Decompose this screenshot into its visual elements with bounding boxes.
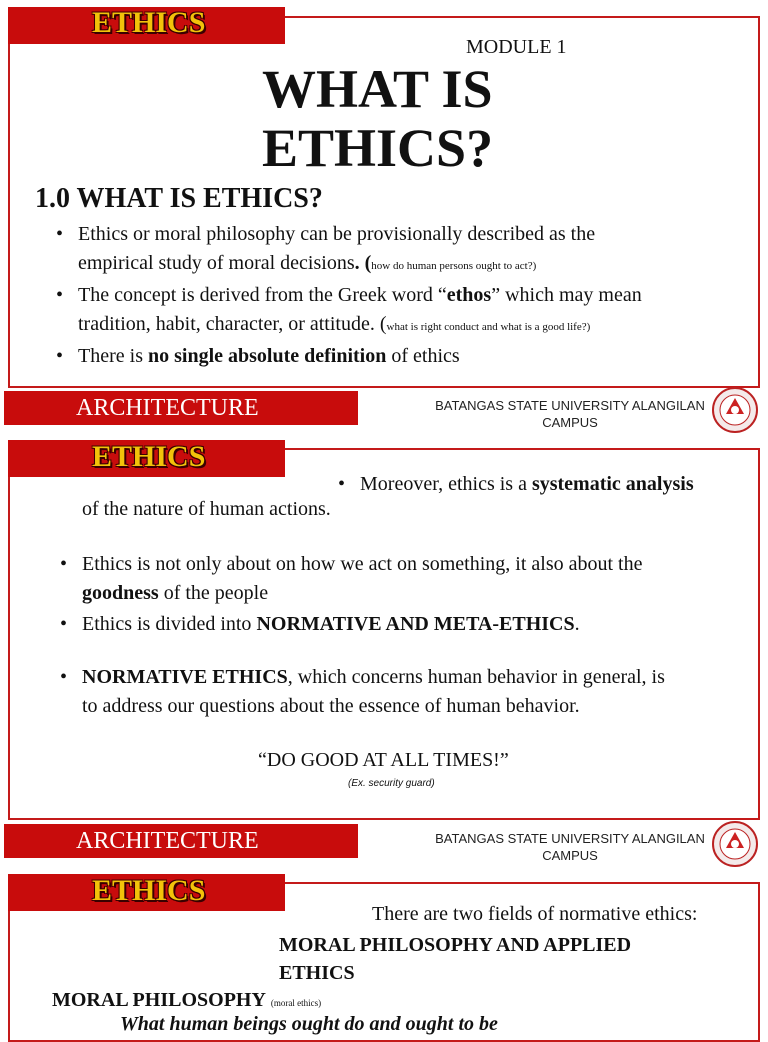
slide-2-intro-cont: of the nature of human actions.: [82, 498, 331, 520]
list-item: • There is no single absolute definition of ethics: [52, 342, 752, 371]
list-item: • NORMATIVE ETHICS, which concerns human behavior in general, is to address our questions about the essence of human behavior.: [56, 663, 756, 721]
slide-3-intro: There are two fields of normative ethics:: [372, 903, 698, 925]
module-label: MODULE 1: [466, 36, 567, 58]
footer-architecture-1: [4, 391, 358, 425]
page-title: [262, 60, 493, 178]
list-item: • Ethics is not only about on how we act on something, it also about the goodness of the people: [56, 550, 756, 608]
section-heading: 1.0 WHAT IS ETHICS?: [35, 183, 323, 214]
footer-label: ARCHITECTURE: [76, 395, 259, 421]
university-seal-icon: [711, 386, 759, 434]
slide-2-bullets: [56, 550, 756, 721]
university-name-2: BATANGAS STATE UNIVERSITY ALANGILAN CAMPUS: [435, 831, 705, 863]
list-item: • Ethics is divided into NORMATIVE AND META-ETHICS.: [56, 610, 756, 639]
title-line-2: ETHICS?: [262, 118, 494, 178]
normative-fields: MORAL PHILOSOPHY AND APPLIED ETHICS: [279, 934, 632, 984]
university-seal-icon: [711, 820, 759, 868]
list-item: • The concept is derived from the Greek word “ethos” which may mean tradition, habit, character, or attitude. (what is right conduct and what is a good life?): [52, 281, 752, 342]
university-name-1: BATANGAS STATE UNIVERSITY ALANGILAN CAMPUS: [435, 398, 705, 430]
slide-1-tag-text: ETHICS: [92, 6, 206, 39]
title-line-1: WHAT IS: [262, 59, 493, 119]
slide-3-tag-text: ETHICS: [92, 874, 206, 907]
example-note: (Ex. security guard): [348, 778, 435, 789]
moral-philosophy-heading: MORAL PHILOSOPHY (moral ethics): [52, 989, 322, 1011]
slide-1-bullets: [52, 220, 752, 371]
footer-architecture-2: [4, 824, 358, 858]
list-item: • Ethics or moral philosophy can be provisionally described as the empirical study of moral decisions. (how do human persons ought to act?): [52, 220, 752, 281]
slide-2-tag-text: ETHICS: [92, 440, 206, 473]
cut-off-line: What human beings ought do and ought to be: [120, 1013, 498, 1035]
slide-2-intro: • Moreover, ethics is a systematic analysis: [338, 473, 694, 495]
quote: “DO GOOD AT ALL TIMES!”: [258, 749, 509, 771]
footer-label: ARCHITECTURE: [76, 828, 259, 854]
